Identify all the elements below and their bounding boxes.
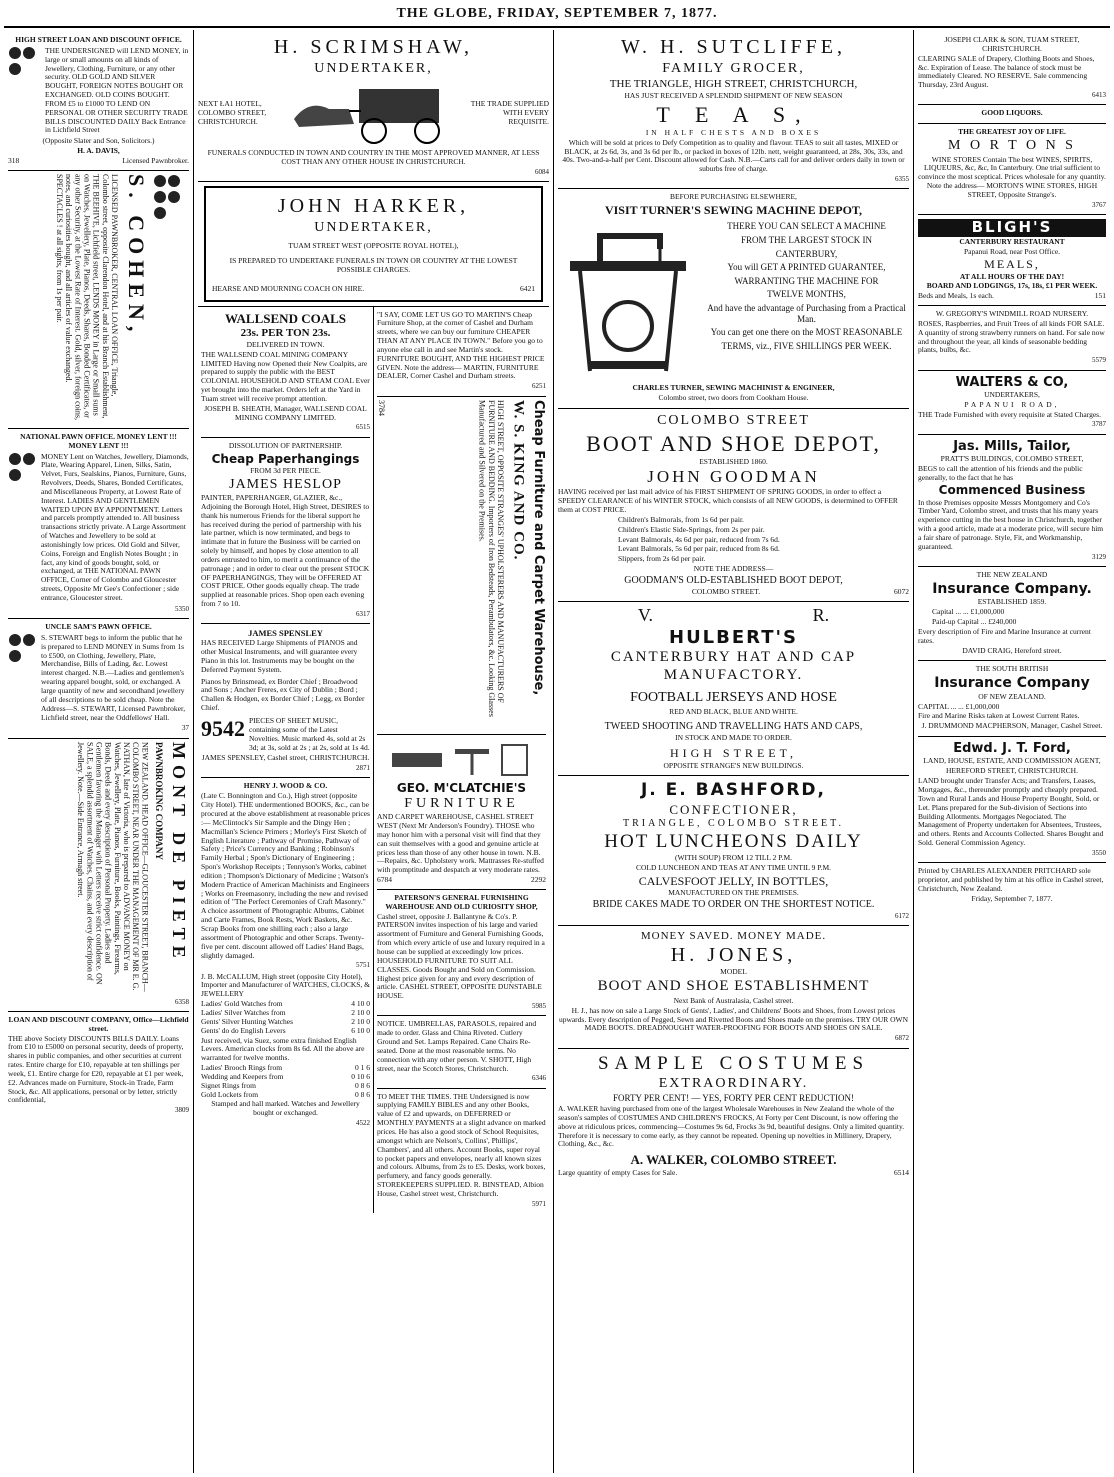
ad-football: FOOTBALL JERSEYS AND HOSE [630, 690, 837, 706]
ad-address: NEXT ŁA1 HOTEL, COLOMBO STREET, CHRISTCHURCH. [198, 98, 267, 126]
ad-title: JAMES SPENSLEY [248, 628, 323, 639]
ad-subtitle: PAWNBROKING COMPANY [153, 741, 164, 860]
ad-subtitle: UNDERTAKER, [314, 219, 433, 235]
ad-number: 6421 [520, 283, 535, 293]
ad-body: HAS RECEIVED Large Shipments of PIANOS and other Musical Instruments, and will guarantee every Piano in this lot. Instruments may be bought on the Deferred Payment System. [201, 638, 358, 674]
ad-spensley [201, 624, 370, 778]
ad-liquors [918, 105, 1106, 124]
ad-pre: THE SOUTH BRITISH [975, 664, 1049, 674]
ad-subtitle: OF NEW ZEALAND. [978, 691, 1046, 701]
pawn-balls-icon [8, 46, 42, 136]
turner-line: TWELVE MONTHS, [767, 289, 846, 300]
ad-football-sub: RED AND BLACK, BLUE AND WHITE. [669, 706, 798, 716]
ad-number: 2871 [356, 764, 370, 773]
goodman-item: Children's Elastic Side-Springs, from 2s per pair. [618, 524, 765, 534]
ad-title: JOSEPH CLARK & SON, TUAM STREET, CHRISTCHURCH. [944, 35, 1080, 53]
ad-address: TUAM STREET WEST (OPPOSITE ROYAL HOTEL), [288, 241, 459, 251]
price-value: 4 10 0 [351, 999, 370, 1009]
ad-note: NOTE THE ADDRESS— [693, 564, 774, 574]
ad-title: MONT DE PIETE [169, 741, 189, 964]
ad-title: BOOT AND SHOE DEPOT, [586, 430, 881, 456]
ad-signature: JOSEPH B. SHEATH, Manager, WALLSEND COAL MINING COMPANY LIMITED. [204, 403, 367, 422]
ad-board: BOARD AND LODGINGS, 17s, 18s, £1 PER WEEK. [926, 281, 1098, 291]
ad-number: 6413 [1092, 91, 1106, 100]
ad-title: SAMPLE COSTUMES [597, 1052, 870, 1074]
ad-body [704, 218, 909, 383]
ad-paid: Paid-up Capital ... £240,000 [932, 617, 1017, 626]
ad-signature: Licensed Pawnbroker. [122, 155, 189, 165]
ad-body: MONEY Lent on Watches, Jewellery, Diamonds, Plate, Wearing Apparel, Linen, Silks, Satin, Velvet, Furs, Sealskins, Pianos, Furniture, Guns, Revolvers, Deeds, Shares, Bonded Certificates, and Miscellaneous Property, at Lowest Rate of Interest. LADIES AND GENTLEMEN WAITED UPON BY APPOINTMENT. Letters and parcels promptly attended to. All business transactions strictly private. A Large Assortment of Watches and Jewellery to be sold at astonishingly low prices. Old Gold and Silver, Coins, Foreign and English Notes Bought ; in fact, any kind of goods bought, sold, or exchanged, at THE NATIONAL PAWN OFFICE, Corner of Colombo and Gloucester streets, Opposite Mr Gee's Confectioner ; side entrance, Gloucester street. [41, 451, 189, 602]
ad-south-british [918, 661, 1106, 737]
ad-subtitle: FROM 3d PER PIECE. [250, 465, 321, 475]
goodman-item: Children's Balmorals, from 1s 6d per pair. [618, 514, 744, 524]
ad-cases: Large quantity of empty Cases for Sale. [558, 1167, 678, 1177]
ad-number: 6515 [356, 423, 370, 432]
ad-r: R. [812, 604, 830, 625]
ad-title: Cheap Paperhangings [211, 451, 360, 466]
ad-body: IS PREPARED TO UNDERTAKE FUNERALS IN TOWN OR COUNTRY AT THE LOWEST POSSIBLE CHARGES. [229, 256, 518, 274]
pawn-balls-icon [8, 633, 38, 723]
price-value: 0 1 6 [355, 1063, 370, 1073]
ad-title: W. GREGORY'S WINDMILL ROAD NURSERY. [935, 309, 1089, 319]
ad-title: Cheap Furniture and Carpet Warehouse, [531, 399, 546, 695]
imprint-text: Printed by CHARLES ALEXANDER PRITCHARD sole proprietor, and published by him at his office in Cashel street, Christchurch, New Zealand. [918, 866, 1104, 893]
ad-clark [918, 32, 1106, 105]
ad-title: HENRY J. WOOD & CO. [243, 781, 328, 791]
ad-sutcliffe [558, 32, 909, 189]
ad-turner [558, 189, 909, 409]
ad-title: GEO. M'CLATCHIE'S [396, 780, 527, 795]
ad-teas-sub: IN HALF CHESTS AND BOXES [645, 127, 822, 137]
ad-beds: Beds and Meals, 1s each. [918, 291, 994, 301]
goodman-item: Levant Balmorals, 4s 6d per pair, reduced from 7s 6d. [618, 534, 780, 544]
ad-harker [204, 186, 543, 301]
ad-subtitle: FURNITURE [404, 795, 519, 811]
ad-title: LOAN AND DISCOUNT COMPANY, Office—Lichfield street. [8, 1014, 189, 1033]
ad-body: NEW ZEALAND. HEAD OFFICE—GLOUCESTER STREET, BRANCH—COLOMBO STREET, NEAR UNDER THE MANAGEMENT OF MR E. G. NATHAN, late of Victoria, who is prepared to ADVANCE MONEY on Watches, Jewellery, Plate, Pianos, Furniture, Books, Paintings, Firearms, Bonds, Deeds and every description of Personal Property. Ladies and Gentlemen favoring the Manager with Letters receive strict confidence. ON SALE, a splendid assortment of Watches, Chains, and every description of Jewellery. Note.—Side Entrance, Armagh street. [76, 741, 150, 992]
ad-bligh [918, 215, 1106, 306]
sewing-machine-illustration [558, 218, 698, 383]
turner-line: You will GET A PRINTED GUARANTEE, [727, 262, 886, 273]
ad-signature: J. DRUMMOND MACPHERSON, Manager, Cashel Street. [921, 721, 1103, 731]
ad-address: HIGH STREET, [669, 746, 798, 761]
ad-number: 6784 [377, 875, 392, 885]
ad-number: 3550 [1092, 848, 1106, 857]
ad-body: Cashel street, opposite J. Ballantyne & Co's. P. PATERSON invites inspection of his large and varied assortment of Furniture and General Furnishing Goods, from which every article of use and luxury required in a house can be supplied at exceedingly low prices. HOUSEHOLD FURNITURE TO SUIT ALL CLASSES. Goods Bought and Sold on Commission. Highest price given for any and every description of article. CASHEL STREET, OPPOSITE DUNSTABLE HOUSE. [377, 911, 545, 1001]
ad-body: PAINTER, PAPERHANGER, GLAZIER, &c., Adjoining the Borough Hotel, High Street, DESIRES to thank his numerous Friends for the liberal support he has received during the period of partnership with his late partner, which is now terminated, and begs to intimate that in future the Business will be carried on solely by himself, and hopes by close attention to all orders entrusted to him, to merit a continuance of the patronage ; and in order to clear out the present STOCK OF PAPERHANGINGS, They will be OFFERED AT COST PRICE. Other goods equally cheap. The trade supplied at reasonable prices. Shop open each evening from 7 to 10. [201, 493, 370, 609]
ad-title: Insurance Company. [932, 580, 1092, 597]
price-value: 0 8 6 [355, 1089, 370, 1099]
ad-title: M O R T O N S [948, 138, 1076, 153]
ad-pre: THE NEW ZEALAND [976, 569, 1048, 579]
ad-number: 5579 [1092, 356, 1106, 365]
pawn-balls-icon [8, 452, 38, 604]
ad-body: FUNERALS CONDUCTED IN TOWN AND COUNTRY IN THE MOST APPROVED MANNER, AT LESS COST THAN ANY OTHER HOUSE IN CHRISTCHURCH. [207, 148, 540, 166]
column-1 [4, 30, 194, 1473]
ad-hours: AT ALL HOURS OF THE DAY! [959, 271, 1065, 281]
ad-national-pawn [8, 429, 189, 619]
ad-address: THE TRIANGLE, HIGH STREET, CHRISTCHURCH, [609, 78, 858, 91]
ad-title: VISIT TURNER'S SEWING MACHINE DEPOT, [604, 203, 863, 218]
ad-jones [558, 926, 909, 1049]
ad-subtitle: BOOT AND SHOE ESTABLISHMENT [597, 978, 870, 995]
imprint [918, 863, 1106, 903]
ad-number: 3767 [1092, 200, 1106, 209]
ad-est: ESTABLISHED 1860. [699, 456, 768, 466]
column-2 [194, 30, 554, 1473]
ad-body-2: In those Premises opposite Messrs Montgomery and Co's Timber Yard, Colombo street, and trusts that his many years experience cutting in the best house in Christchurch, together with a good article, made at a moderate price, will secure him a fair share of patronage. Style, Fit, and Workmanship, guaranteed. [918, 497, 1104, 551]
ad-mccallum-end: Stamped and hall marked. Watches and Jewellery bought or exchanged. [211, 1099, 360, 1118]
ad-title: WALTERS & CO, [955, 374, 1069, 390]
ad-signature: JAMES SPENSLEY, Cashel street, CHRISTCHURCH. [201, 753, 370, 763]
ad-capital: Capital ... ... £1,000,000 [932, 607, 1005, 617]
ad-delivery: DELIVERED IN TOWN. [246, 339, 325, 349]
ad-title: JOHN HARKER, [277, 195, 470, 218]
ad-address: TRIANGLE, COLOMBO STREET. [623, 817, 844, 829]
ad-model: MODEL [720, 967, 747, 977]
ad-body: THE WALLSEND COAL MINING COMPANY LIMITED Having now Opened their New Coalpits, are prepared to supply the public with the BEST COLONIAL HOUSEHOLD AND STEAM COAL Ever yet brought into the market. Orders left at the Yard in Tuam street will receive prompt attention. [201, 349, 370, 403]
turner-line: WARRANTING THE MACHINE FOR [734, 275, 879, 286]
ad-subtitle: CANTERBURY HAT AND CAP MANUFACTORY. [610, 649, 857, 683]
ad-body: TO MEET THE TIMES. THE Undersigned is now supplying FAMILY BIBLES and any other Books, value of £2 and upwards, on DEFERRED or MONTHLY PAYMENTS at a slight advance on marked prices. He has also a good stock of School Requisites, amongst which are Nelson's, Collins', Phillips', Chambers', and all others. Account Books, super royal to pocket papers and envelopes, nearly all known sizes and colours. Albums, from 2s to £5. Desks, work boxes, perfumery, and fancy goods generally. STOREKEEPERS SUPPLIED. R. BINSTEAD, Albion House, Cashel street west, Christchurch. [377, 1091, 546, 1198]
turner-line: And have the advantage of Purchasing from a Practical Man. [707, 303, 906, 324]
ad-forty: FORTY PER CENT! — YES, FORTY PER CENT REDUCTION! [612, 1093, 854, 1104]
ad-bashford [558, 776, 909, 925]
ad-body: THE above Society DISCOUNTS BILLS DAILY. Loans from £10 to £5000 on personal security, deeds of property, shares in public companies, and other securities at current rates. Entire charge for £10, repayable at ten shillings per week, £1. Entire charge for £20, repayable at £1 per week, £2. Advances made on Furniture, Stock-in Trade, Farm Stock, &c. All applications, personal or by letter, strictly confidential, [8, 1033, 184, 1105]
ad-signature: DAVID CRAIG, Hereford street. [962, 645, 1062, 655]
price-row [201, 1027, 370, 1036]
ad-title: Edwd. J. T. Ford, [953, 741, 1071, 757]
ad-body: LAND brought under Transfer Acts; and Transfers, Leases, Mortgages, &c., thereunder promptly and cheaply prepared. Town and Rural Lands and House Property Bought, Sold, or Let. Plans prepared for the Sub-division of Sections into Building Allotments. Mortgages Negociated. The Management of Property undertaken for Absentees, Trustees, and others. Rents and Accounts Collected. Shares Bought and Sold. General Commission Agency. [918, 776, 1104, 848]
ad-title: Insurance Company [934, 675, 1090, 692]
ad-number: 5350 [175, 604, 189, 613]
ad-title: PATERSON'S GENERAL FURNISHING WAREHOUSE AND OLD CURIOSITY SHOP, [385, 892, 538, 911]
ad-title: S. COHEN, [124, 173, 149, 338]
ad-body: H. J., has now on sale a Large Stock of Gents', Ladies', and Childrens' Boots and Shoes, from Lowest prices upwards. Every description of Pegged, Sewn and Rivetted Boots and Shoes made on the premises. TRY OUR OWN MADE BOOTS. DREADNOUGHT WATER-PROOFING FOR BOOTS AND SHOES ON SALE. [558, 1005, 909, 1033]
ad-uncle-sam [8, 619, 189, 739]
ad-intro: HAS JUST RECEIVED A SPLENDID SHIPMENT OF NEW SEASON [624, 91, 843, 101]
goodman-item: Slippers, from 2s 6d per pair. [618, 554, 706, 564]
ad-loan-discount [8, 1012, 189, 1120]
ad-mont-de-piete [8, 739, 189, 1012]
ad-number: 6072 [893, 586, 909, 596]
ad-pre: BEFORE PURCHASING ELSEWHERE, [670, 192, 797, 202]
goodman-item: Levant Balmorals, 5s 6d per pair, reduced from 8s 6d. [618, 544, 780, 554]
ad-meals: MEALS, [984, 257, 1040, 272]
ad-money: MONEY SAVED. MONEY MADE. [640, 929, 827, 942]
ad-subtitle: CONFECTIONER, [669, 801, 798, 817]
ad-body: HIGH STREET, OPPOSITE STRANGES' UPHOLSTERERS AND MANUFACTURERS OF FURNITURE AND BEDDING. Importers of Iron Bedsteads, Perambulators, &c. Looking Glasses Manufactured and Silvered on the Premises. [477, 399, 505, 717]
ad-number: 5971 [532, 1199, 546, 1208]
ad-title: HULBERT'S [669, 626, 798, 648]
price-value: 0 10 6 [351, 1071, 370, 1081]
ad-street: COLOMBO STREET. [691, 586, 761, 596]
ad-title: H. JONES, [670, 943, 797, 966]
ad-number: 6872 [895, 1034, 909, 1043]
ad-martin [377, 307, 546, 397]
ad-title: WALLSEND COALS [224, 310, 346, 326]
masthead-rule [4, 26, 1110, 28]
ad-binstead [377, 1089, 546, 1213]
pawn-balls-icon [153, 174, 189, 424]
ad-jelly-sub: MANUFACTURED ON THE PREMISES. [668, 887, 799, 897]
ad-signature: A. WALKER, COLOMBO STREET. [630, 1152, 837, 1168]
ad-body: (Late C. Bonnington and Co.), High street (opposite City Hotel). THE undermentioned BOOKS, &c., can be procured at the above establishment at reasonable prices :— McClintock's Sir Sample and the Dingy Hen ; Macmillan's Science Primers ; Morley's First Sketch of English Literature ; Pathway of Promise, Pathway of Safety ; Price's Currency and Banking ; Robinson's Family Herbal ; Spon's Dictionary of Engineering ; Spon's Workshop Receipts ; Tennyson's Works, cabinet edition ; Thompson's Dictionary of Medicine ; Watson's Modern Practice of American Machinists and Engineers ; Works on Freemasonry, including the new and revised edition of "The Perfect Ceremonies of Craft Masonry." A choice assortment of Photographic Albums, Cabinet and Carte Frames, Book Rests, Work Baskets, &c. Scrap Books from one shilling each ; also a large assortment of Photographic and other Scraps. Twenty-five per cent. discount allowed off Ladies' Hand Bags, slightly damaged. [201, 791, 370, 960]
ad-number: 3809 [175, 1106, 189, 1115]
ad-title: HIGH STREET LOAN AND DISCOUNT OFFICE. [15, 35, 182, 44]
ad-pre: COLOMBO STREET [657, 413, 810, 429]
price-item: Gents' do do English Levers [201, 1025, 286, 1035]
ad-signature: CHARLES TURNER, SEWING MACHINIST & ENGINEER, [632, 383, 835, 393]
ad-title: BLIGH'S [918, 219, 1106, 237]
imprint-date: Friday, September 7, 1877. [971, 893, 1053, 903]
price-item: Gold Lockets from [201, 1089, 259, 1099]
ad-pianos: Pianos by Brinsmead, ex Border Chief ; Broadwood and Sons ; Ancher Freres, ex City of Dublin ; Bord ; Challen & Hodgen, ex Border Chief ; Legg, ex Border Chief. [201, 676, 365, 713]
ad-body: Every description of Fire and Marine Insurance at current rates. [918, 626, 1091, 645]
ad-address: (Opposite Slater and Son, Solicitors.) [42, 136, 155, 146]
ad-gregory [918, 306, 1106, 370]
ad-subtitle: UNDERTAKERS, [984, 389, 1040, 399]
ad-dissolution: DISSOLUTION OF PARTNERSHIP. [228, 440, 343, 450]
ad-trade: THE TRADE SUPPLIED WITH EVERY REQUISITE. [470, 98, 549, 126]
price-item: Ladies' Brooch Rings from [201, 1063, 283, 1073]
ad-walters [918, 371, 1106, 435]
ad-bride: BRIDE CAKES MADE TO ORDER ON THE SHORTEST NOTICE. [592, 898, 875, 910]
ad-hearse: HEARSE AND MOURNING COACH ON HIRE. [212, 283, 365, 293]
ad-body: THE UNDERSIGNED will LEND MONEY, in large or small amounts on all kinds of Jewellery, Clothing, Furniture, or any other security. OLD GOLD AND SILVER BOUGHT, FOREIGN NOTES BOUGHT OR EXCHANGED. OLD COINS BOUGHT. FROM £5 to £1000 TO LEND ON PERSONAL OR OTHER SECURITY TRADE BILLS DISCOUNTED DAILY Back Entrance in Lichfield Street [45, 45, 189, 135]
price-list [201, 1000, 370, 1035]
ad-body: THE Trade Furnished with every requisite at Stated Charges. [918, 409, 1101, 419]
ad-title: GOOD LIQUORS. [981, 108, 1043, 118]
price-value: 2 10 0 [351, 1016, 370, 1026]
ad-body: NOTICE. UMBRELLAS, PARASOLS, repaired and made to order. Glass and China Riveted. Cutlery Ground and Set. Lamps Repaired. Cane Chairs Re-seated. Done at the most reasonable terms. No connection with any other person. V. SHOTT, High street, near the Scotch Stores, Christchurch. [377, 1019, 537, 1073]
ad-mcclatchie [377, 735, 546, 890]
ad-title: W. H. SUTCLIFFE, [621, 36, 846, 58]
turner-line: THERE YOU CAN SELECT A MACHINE [727, 221, 886, 232]
ad-body: HAVING received per last mail advice of his FIRST SHIPMENT OF SPRING GOODS, in order to effect a SPEEDY CLEARANCE of his WINTER STOCK, which consists of all NEW GOODS, is determined to OFFER them at COST PRICE. [558, 487, 898, 515]
ad-title: UNCLE SAM'S PAWN OFFICE. [45, 622, 152, 632]
ad-number: 5751 [356, 961, 370, 970]
ad-subtitle: FAMILY GROCER, [662, 60, 805, 76]
ad-number: 6317 [356, 610, 370, 618]
ad-address: PRATT'S BUILDINGS, COLOMBO STREET, [940, 453, 1084, 463]
turner-line: CANTERBURY, [775, 248, 838, 259]
ad-number-2: 2292 [531, 875, 546, 885]
price-list [558, 516, 909, 564]
furniture-illustration [377, 738, 546, 780]
ad-mccallum-title: J. B. McCALLUM, High street (opposite City Hotel), Importer and Manufacturer of WATCHES, CLOCKS, & JEWELLERY [201, 971, 370, 999]
price-row [201, 1091, 370, 1100]
price-item: Wedding and Keepers from [201, 1071, 284, 1081]
price-list [201, 1064, 370, 1099]
ad-title: J. E. BASHFORD, [640, 780, 826, 801]
ad-body: WINE STORES Contain The best WINES, SPIRITS, LIQUEURS, &c, &c, In Canterbury. One trial sufficient to convince the most sceptical. Prices wholesale for any quantity. Note the address— MORTON'S WINE STORES, HIGH STREET, Opposite Strange's. [918, 154, 1106, 199]
ad-jelly: CALVESFOOT JELLY, IN BOTTLES, [638, 873, 829, 888]
ad-address: PAPANUI ROAD, [964, 399, 1060, 409]
ad-number: 3784 [377, 399, 387, 416]
ad-subtitle: EXTRAORDINARY. [658, 1075, 809, 1091]
ad-number: 318 [8, 155, 20, 165]
ad-body: BEGS to call the attention of his friends and the public generally, to the fact that he has [918, 463, 1083, 482]
column-4 [914, 30, 1110, 1473]
ad-king [377, 397, 546, 735]
hearse-illustration [282, 78, 465, 148]
ad-body: ROSES, Raspberries, and Fruit Trees of all kinds FOR SALE. A quantity of strong strawberry runners on hand. For sale now and throughout the year, all kinds of seasonable bedding plants, bulbs, &c. [918, 318, 1105, 355]
ad-walker [558, 1049, 909, 1182]
ad-body: Which will be sold at prices to Defy Competition as to quality and flavour. TEAS to suit all tastes, MIXED or BLACK, at 2s 6d, 3s, and 3s 6d per lb., or packed in boxes of 12lb. nett, weight guaranteed, at 28s, 30s, 33s, and 40s. Two-and-a-half per Cent. Discount allowed for Cash. N.B.—Carts call for and deliver orders daily in town or suburbs free of charge. [562, 137, 905, 174]
ad-title: NATIONAL PAWN OFFICE. MONEY LENT !!! MONEY LENT !!! [20, 431, 177, 450]
ad-name: W. S. KING AND CO. [510, 399, 527, 560]
ad-shott [377, 1016, 546, 1088]
ad-opposite: OPPOSITE STRANGE'S NEW BUILDINGS. [663, 760, 804, 770]
ad-number: 6084 [535, 167, 549, 176]
ad-paterson [377, 890, 546, 1016]
ad-lunch-sub: (WITH SOUP) FROM 12 TILL 2 P.M. [674, 853, 793, 863]
price-item: Gents' Silver Hunting Watches [201, 1016, 294, 1026]
ad-subtitle: UNDERTAKER, [314, 60, 433, 76]
ad-tweed: TWEED SHOOTING AND TRAVELLING HATS AND CAPS, [604, 720, 863, 732]
ad-body: S. STEWART begs to inform the public that he is prepared to LEND MONEY in Sums from 1s to £500, on Clothing, Jewellery, Plate, Merchandise, Bills of Lading, &c. Lowest interest charged. N.B.—Ladies and gentlemen's wearing apparel bought, sold, or exchanged. A large quantity of new and secondhand jewellery of all descriptions to be sold cheap. Note the Address—S. STEWART, Licensed Pawnbroker, Lichfield street, near the Oddfellows' Hall. [41, 632, 186, 722]
ad-capital: CAPITAL ... ... £1,000,000 [918, 701, 1000, 711]
ad-mccallum-mid: Just received, via Suez, some extra finished English Levers. American clocks from 8s 6d. All the above are warranted for twelve months. [201, 1035, 365, 1063]
masthead: THE GLOBE, FRIDAY, SEPTEMBER 7, 1877. [396, 6, 718, 21]
ad-subtitle: CANTERBURY RESTAURANT [959, 236, 1065, 246]
ad-address: Papanui Road, near Post Office. [963, 246, 1061, 256]
ad-name: JOHN GOODMAN [647, 467, 820, 487]
ad-est: ESTABLISHED 1859. [977, 597, 1047, 607]
price-item: Signet Rings from [201, 1080, 257, 1090]
ad-title: Jas. Mills, Tailor, [953, 438, 1071, 454]
ad-music-body: PIECES OF SHEET MUSIC, containing some of the Latest Novelties. Music marked 4s, sold at 2s 3d; at 3s, sold at 2s ; at 2s, sold at 1s 4d. [249, 716, 370, 752]
ad-body: Fire and Marine Risks taken at Lowest Current Rates. [918, 711, 1080, 721]
ad-body: AND CARPET WAREHOUSE, CASHEL STREET WEST (Next Mr Anderson's Foundry). THOSE who may honor him with a personal visit will find that they can suit themselves with a good and genuine article at prices less than those of any other house in town. N.B.—Repairs, &c. Upholstery work. Mattrasses Re-stuffed with promptitude and despatch at very moderate rates. [377, 812, 544, 875]
ad-address: GOODMAN'S OLD-ESTABLISHED BOOT DEPOT, [624, 574, 843, 586]
ad-body: CLEARING SALE of Drapery, Clothing Boots and Shoes, &c. Expiration of Lease. The balance of stock must be immediately Cleared. NO RESERVE. Sale commencing Thursday, 23rd August. [918, 53, 1095, 90]
ad-cohen [8, 171, 189, 429]
ad-commenced: Commenced Business [938, 483, 1086, 498]
ad-mills [918, 435, 1106, 567]
ad-title: H. SCRIMSHAW, [273, 36, 474, 58]
price-value: 6 10 0 [351, 1025, 370, 1035]
ad-name: JAMES HESLOP [229, 476, 342, 492]
ad-teas: T E A S, [656, 101, 811, 127]
ad-wood [201, 778, 370, 1132]
price-item: Ladies' Silver Watches from [201, 1007, 286, 1017]
ad-number: 6172 [895, 911, 909, 920]
ad-lunch: HOT LUNCHEONS DAILY [604, 830, 863, 852]
ad-number: 4522 [356, 1119, 370, 1128]
turner-line: You can get one there on the MOST REASONABLE [710, 327, 903, 338]
ad-number: 3129 [1092, 552, 1106, 561]
column-3 [554, 30, 914, 1473]
price-value: 0 8 6 [355, 1080, 370, 1090]
ad-heslop [201, 438, 370, 625]
ad-tweed-sub: IN STOCK AND MADE TO ORDER. [675, 732, 792, 742]
ad-body: A. WALKER having purchased from one of the largest Wholesale Warehouses in New Zealand the whole of the season's samples of COSTUMES AND CHILDREN'S FROCKS, At Forty per Cent Discount, is now offering the above at ridiculous prices, commencing—Costumes 9s 6d, Frocks 3s 9d, beautiful designs. Only a limited quantity. Therefore it is necessary to come early, as they cannot be repeated. Opening up novelties in Millinery, Drapery, Clothing, &c., &c. [558, 1104, 905, 1149]
ad-scrimshaw [198, 32, 549, 182]
ad-number: 6358 [175, 997, 189, 1006]
ad-goodman [558, 409, 909, 602]
ad-hulbert [558, 602, 909, 777]
ad-number: 5985 [532, 1002, 546, 1011]
ad-number: 6514 [894, 1167, 909, 1177]
ad-body: LICENSED PAWNBROKER, CENTRAL LOAN OFFICE, Triangle, Colombo street, opposite Clarendon Hotel, and at his Branch Establishment, THE BEEHIVE, Lichfield street, LENDS MONEY in Large or Small sums on Watches, Jewellery, Plate, Pianos, Deeds, Shares, Bonded Certificates, or any other Security, at the Lowest Rate of Interest. Gold, silver, foreign coins, notes, and curiosities bought, and all articles of value exchanged. SPECTACLES ! at all sights, from 1s per pair. [54, 173, 120, 420]
ad-ford [918, 737, 1106, 863]
ad-number: 151 [1094, 291, 1106, 301]
ad-subtitle: LAND, HOUSE, ESTATE, AND COMMISSION AGENT, [923, 756, 1101, 766]
ad-davis [8, 32, 189, 171]
ad-music-count: 9542 [201, 716, 245, 742]
turner-line: TERMS, viz., FIVE SHILLINGS PER WEEK. [721, 340, 892, 351]
ad-address: Colombo street, two doors from Cookham House. [658, 393, 809, 403]
ad-number: 37 [182, 724, 189, 733]
ad-number: 6251 [532, 382, 546, 391]
ad-body: "I SAY, COME LET US GO TO MARTIN'S Cheap Furniture Shop, at the corner of Cashel and Durham streets, where we can buy our furniture CHEAPER THAN AT ANY PLACE IN TOWN." Before you go to anyone else call in and see Martin's stock. FURNITURE BOUGHT, AND THE HIGHEST PRICE GIVEN. Note the address— MARTIN, FURNITURE DEALER, Corner Cashel and Durham streets. [377, 309, 545, 381]
turner-line: FROM THE LARGEST STOCK IN [740, 234, 873, 245]
ad-price: 23s. PER TON 23s. [240, 326, 331, 339]
price-item: Ladies' Gold Watches from [201, 999, 283, 1009]
ad-v: V. [637, 604, 653, 625]
price-value: 2 10 0 [351, 1007, 370, 1017]
ad-number: 6355 [895, 175, 909, 184]
ad-mortons [918, 124, 1106, 215]
ad-wallsend [201, 307, 370, 438]
ad-address: HEREFORD STREET, CHRISTCHURCH. [946, 766, 1078, 776]
ad-address: Next Bank of Australasia, Cashel street. [673, 995, 794, 1005]
ad-number: 6346 [532, 1074, 546, 1083]
ad-joy: THE GREATEST JOY OF LIFE. [958, 127, 1066, 137]
ad-nz-insurance [918, 567, 1106, 661]
ad-name: H. A. DAVIS, [77, 146, 120, 156]
ad-number: 3787 [1092, 420, 1106, 429]
ad-lunch-cold: COLD LUNCHEON AND TEAS AT ANY TIME UNTIL 9 P.M. [635, 862, 832, 872]
